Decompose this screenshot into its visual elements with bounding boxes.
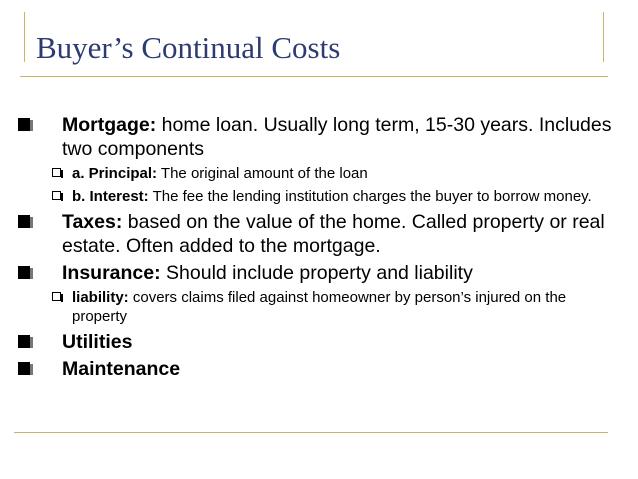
hollow-square-bullet-icon	[52, 292, 61, 301]
decorative-vertical-line-right	[603, 12, 604, 62]
term: Maintenance	[62, 358, 181, 380]
square-bullet-icon	[18, 215, 30, 228]
description: home loan. Usually long term, 15-30 years. Includes two components	[62, 114, 612, 160]
term: Mortgage:	[62, 114, 157, 136]
description: covers claims filed against homeowner by person’s injured on the property	[72, 289, 567, 325]
term: Utilities	[62, 331, 133, 353]
term: Insurance:	[62, 262, 161, 284]
decorative-vertical-line-left	[24, 12, 25, 62]
list-item-liability	[52, 288, 618, 326]
description: The original amount of the loan	[157, 165, 368, 182]
list-item-mortgage	[18, 113, 618, 161]
square-bullet-icon	[18, 362, 30, 375]
square-bullet-icon	[18, 266, 30, 279]
term: b. Interest:	[72, 188, 149, 205]
term: a. Principal:	[72, 165, 158, 182]
list-item-interest	[52, 187, 618, 206]
list-item-utilities	[18, 330, 618, 354]
term: Taxes:	[62, 211, 123, 233]
bullet-list	[18, 113, 618, 384]
list-item-maintenance	[18, 357, 618, 381]
description: based on the value of the home. Called property or real estate. Often added to the mortgage.	[62, 211, 605, 257]
hollow-square-bullet-icon	[52, 191, 61, 200]
list-item-principal	[52, 164, 618, 183]
hollow-square-bullet-icon	[52, 168, 61, 177]
description: The fee the lending institution charges the buyer to borrow money.	[148, 188, 592, 205]
term: liability:	[72, 289, 129, 306]
decorative-horizontal-line-bottom	[14, 432, 608, 433]
slide-title: Buyer’s Continual Costs	[36, 30, 341, 65]
description: Should include property and liability	[160, 262, 473, 284]
list-item-taxes	[18, 210, 618, 258]
square-bullet-icon	[18, 118, 30, 131]
decorative-horizontal-line-top	[20, 76, 608, 77]
list-item-insurance	[18, 261, 618, 285]
square-bullet-icon	[18, 335, 30, 348]
